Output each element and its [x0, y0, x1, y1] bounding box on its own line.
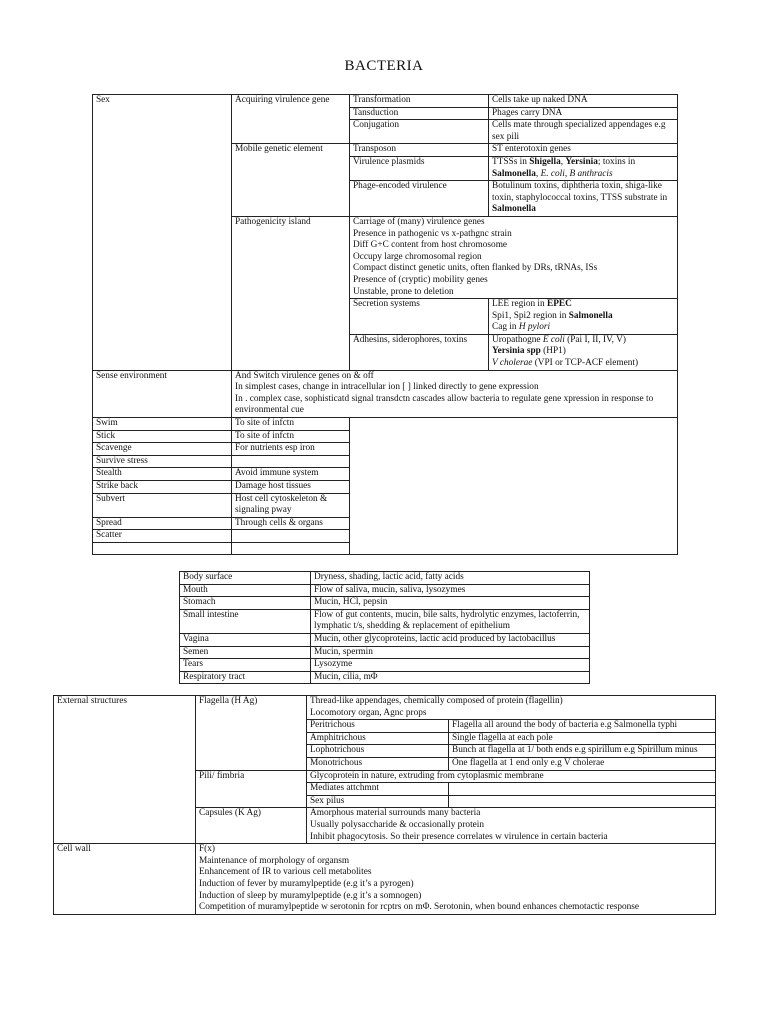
- table-cell: To site of infctn: [232, 418, 350, 431]
- table-cell: Damage host tissues: [232, 481, 350, 494]
- table-cell: Sex pilus: [307, 795, 449, 808]
- table-cell: [232, 455, 350, 468]
- table-cell: Amphitrichous: [307, 732, 449, 745]
- organism-name: Salmonella: [568, 310, 613, 321]
- text: LEE region in: [492, 299, 547, 310]
- table-cell: Transposon: [350, 144, 489, 157]
- structure-table: [53, 695, 716, 915]
- table-cell: Bunch at flagella at 1/ both ends e.g spirillum e.g Spirillum minus: [449, 745, 716, 758]
- organism-name: Salmonella: [492, 204, 536, 215]
- table-cell: Mucin, spermin: [311, 646, 590, 659]
- table-cell: Phage-encoded virulence: [350, 181, 489, 217]
- table-cell: [307, 808, 716, 844]
- table-cell: [307, 696, 716, 720]
- table-cell: Adhesins, siderophores, toxins: [350, 334, 489, 370]
- host-defense-table: [179, 571, 590, 684]
- text-line: F(x): [199, 844, 216, 855]
- text: ,: [560, 156, 566, 167]
- table-cell: Avoid immune system: [232, 468, 350, 481]
- table-cell: [93, 542, 232, 554]
- table-cell: Body surface: [180, 572, 311, 585]
- organism-name: Salmonella: [492, 168, 536, 179]
- text: (HP1): [540, 346, 566, 357]
- table-row: [180, 671, 590, 684]
- table-cell: Mucin, HCl, pepsin: [311, 597, 590, 610]
- table-cell: Sex: [93, 95, 232, 371]
- organism-name: EPEC: [547, 299, 572, 310]
- table-cell: Flagella (H Ag): [196, 696, 307, 771]
- text-line: Competition of muramylpeptide w serotonin for rcptrs on mΦ. Serotonin, when bound enhances chemotactic response: [199, 902, 640, 913]
- text-line: Thread-like appendages, chemically composed of protein (flagellin): [310, 696, 563, 706]
- text-line: [492, 335, 674, 347]
- table-cell: Flow of gut contents, mucin, bile salts, hydrolytic enzymes, lactoferrin, lymphatic t/s, shedding & replacement of epithelium: [311, 609, 590, 633]
- table-cell: [350, 216, 678, 298]
- table-cell: Tears: [180, 659, 311, 672]
- table-cell: Pathogenicity island: [232, 216, 350, 370]
- table-cell: Cell wall: [54, 844, 196, 915]
- text: ,: [535, 168, 541, 179]
- text-line: [492, 322, 674, 334]
- table-cell: Stick: [93, 430, 232, 443]
- table-cell: Stomach: [180, 597, 311, 610]
- table-cell: For nutrients esp iron: [232, 443, 350, 456]
- table-cell: [489, 181, 678, 217]
- text-line: Carriage of (many) virulence genes: [353, 216, 485, 227]
- text-line: Usually polysaccharide & occasionally protein: [310, 819, 485, 830]
- table-row: [54, 696, 716, 720]
- table-cell: Flagella all around the body of bacteria e.g Salmonella typhi: [449, 720, 716, 733]
- table-cell: Small intestine: [180, 609, 311, 633]
- table-cell: Lysozyme: [311, 659, 590, 672]
- table-cell: Subvert: [93, 493, 232, 517]
- text-line: In . complex case, sophisticatd signal transdctn cascades allow bacteria to regulate gene xpression in response to environmental cue: [235, 393, 654, 416]
- table-cell: [449, 795, 716, 808]
- table-cell: Lophotrichous: [307, 745, 449, 758]
- text-line: [492, 346, 674, 358]
- text: TTSSs in: [492, 156, 530, 167]
- text-line: Compact distinct genetic units, often flanked by DRs, tRNAs, ISs: [353, 263, 598, 274]
- organism-name: Yersinia: [565, 156, 598, 167]
- table-cell: Survive stress: [93, 455, 232, 468]
- text-line: Induction of sleep by muramylpeptide (e.g it’s a somnogen): [199, 890, 422, 901]
- table-row: [93, 95, 678, 108]
- text: Spi1, Spi2 region in: [492, 310, 569, 321]
- organism-name: V cholerae: [492, 358, 533, 369]
- table-cell: Transformation: [350, 95, 489, 108]
- table-cell: Mucin, other glycoproteins, lactic acid produced by lactobacillus: [311, 633, 590, 646]
- table-cell: Acquiring virulence gene: [232, 95, 350, 144]
- table-cell: Mouth: [180, 584, 311, 597]
- table-row: [180, 633, 590, 646]
- text: Botulinum toxins, diphtheria toxin, shiga-like toxin, staphylococcal toxins, TTSS substrate in: [492, 181, 668, 203]
- table-cell: Secretion systems: [350, 299, 489, 335]
- table-cell: Flow of saliva, mucin, saliva, lysozymes: [311, 584, 590, 597]
- text-line: Presence in pathogenic vs x-pathgnc strain: [353, 228, 512, 239]
- table-cell: Swim: [93, 418, 232, 431]
- table-cell: One flagella at 1 end only e.g V cholerae: [449, 757, 716, 770]
- table-cell: Sense environment: [93, 370, 232, 417]
- table-cell: Stealth: [93, 468, 232, 481]
- table-cell: Tansduction: [350, 107, 489, 120]
- table-cell: Virulence plasmids: [350, 156, 489, 180]
- table-cell: [489, 299, 678, 335]
- text-line: Presence of (cryptic) mobility genes: [353, 274, 488, 285]
- table-cell: Strike back: [93, 481, 232, 494]
- table-row: [180, 659, 590, 672]
- table-cell: [350, 418, 678, 555]
- table-cell: To site of infctn: [232, 430, 350, 443]
- table-row: [93, 418, 678, 431]
- text-line: Induction of fever by muramylpeptide (e.g it’s a pyrogen): [199, 878, 414, 889]
- table-cell: [232, 370, 678, 417]
- text-line: [492, 299, 674, 311]
- table-cell: Single flagella at each pole: [449, 732, 716, 745]
- text: Cag in: [492, 322, 519, 333]
- text: ,: [564, 168, 570, 179]
- table-cell: Through cells & organs: [232, 517, 350, 530]
- table-row: [180, 646, 590, 659]
- text: (VPI or TCP-ACF element): [532, 358, 639, 369]
- table-cell: Host cell cytoskeleton & signaling pway: [232, 493, 350, 517]
- table-cell: [489, 334, 678, 370]
- table-cell: Peritrichous: [307, 720, 449, 733]
- organism-name: E coli: [542, 334, 565, 345]
- table-cell: Monotrichous: [307, 757, 449, 770]
- virulence-table: [92, 94, 678, 555]
- table-cell: Respiratory tract: [180, 671, 311, 684]
- text-line: In simplest cases, change in intracellular ion [ ] linked directly to gene expression: [235, 382, 539, 393]
- text-line: Occupy large chromosomal region: [353, 251, 482, 262]
- table-cell: [449, 783, 716, 796]
- table-cell: Dryness, shading, lactic acid, fatty acids: [311, 572, 590, 585]
- page-title: BACTERIA: [344, 58, 424, 74]
- table-cell: [196, 844, 716, 915]
- text: (Pai I, II, IV, V): [564, 334, 626, 345]
- table-cell: Spread: [93, 517, 232, 530]
- table-row: [180, 584, 590, 597]
- text-line: Enhancement of IR to various cell metabolites: [199, 867, 372, 878]
- table-cell: Cells mate through specialized appendages e.g sex pili: [489, 120, 678, 144]
- table-row: [180, 609, 590, 633]
- table-cell: [232, 530, 350, 543]
- table-row: [93, 370, 678, 417]
- table-cell: Glycoprotein in nature, extruding from cytoplasmic membrane: [307, 770, 716, 783]
- organism-name: Shigella: [529, 156, 561, 167]
- table-row: [180, 572, 590, 585]
- organism-name: E. coli: [540, 168, 565, 179]
- text-line: [492, 311, 674, 323]
- table-cell: Semen: [180, 646, 311, 659]
- table-cell: External structures: [54, 696, 196, 844]
- table-cell: Capsules (K Ag): [196, 808, 307, 844]
- text-line: [492, 358, 674, 370]
- text-line: Inhibit phagocytosis. So their presence correlates w virulence in certain bacteria: [310, 831, 608, 842]
- table-cell: Phages carry DNA: [489, 107, 678, 120]
- table-cell: ST enterotoxin genes: [489, 144, 678, 157]
- text-line: Maintenance of morphology of organsm: [199, 855, 350, 866]
- table-cell: Scatter: [93, 530, 232, 543]
- organism-name: H pylori: [518, 322, 551, 333]
- organism-name: Yersinia spp: [492, 346, 541, 357]
- text: Uropathogne: [492, 334, 543, 345]
- table-cell: Vagina: [180, 633, 311, 646]
- table-cell: Cells take up naked DNA: [489, 95, 678, 108]
- table-cell: Scavenge: [93, 443, 232, 456]
- table-cell: Mediates attchmnt: [307, 783, 449, 796]
- table-cell: Conjugation: [350, 120, 489, 144]
- text-line: Locomotory organ, Agnc props: [310, 707, 427, 718]
- table-cell: [232, 542, 350, 554]
- text-line: Amorphous material surrounds many bacteria: [310, 808, 481, 819]
- text-line: And Switch virulence genes on & off: [235, 370, 374, 381]
- text-line: Diff G+C content from host chromosome: [353, 240, 508, 251]
- table-cell: Pili/ fimbria: [196, 770, 307, 808]
- table-cell: Mucin, cilia, mΦ: [311, 671, 590, 684]
- table-cell: Mobile genetic element: [232, 144, 350, 217]
- organism-name: B anthracis: [569, 168, 613, 179]
- text: ; toxins in: [597, 156, 636, 167]
- table-row: [180, 597, 590, 610]
- table-cell: [489, 156, 678, 180]
- table-row: [54, 844, 716, 915]
- text-line: Unstable, prone to deletion: [353, 286, 454, 297]
